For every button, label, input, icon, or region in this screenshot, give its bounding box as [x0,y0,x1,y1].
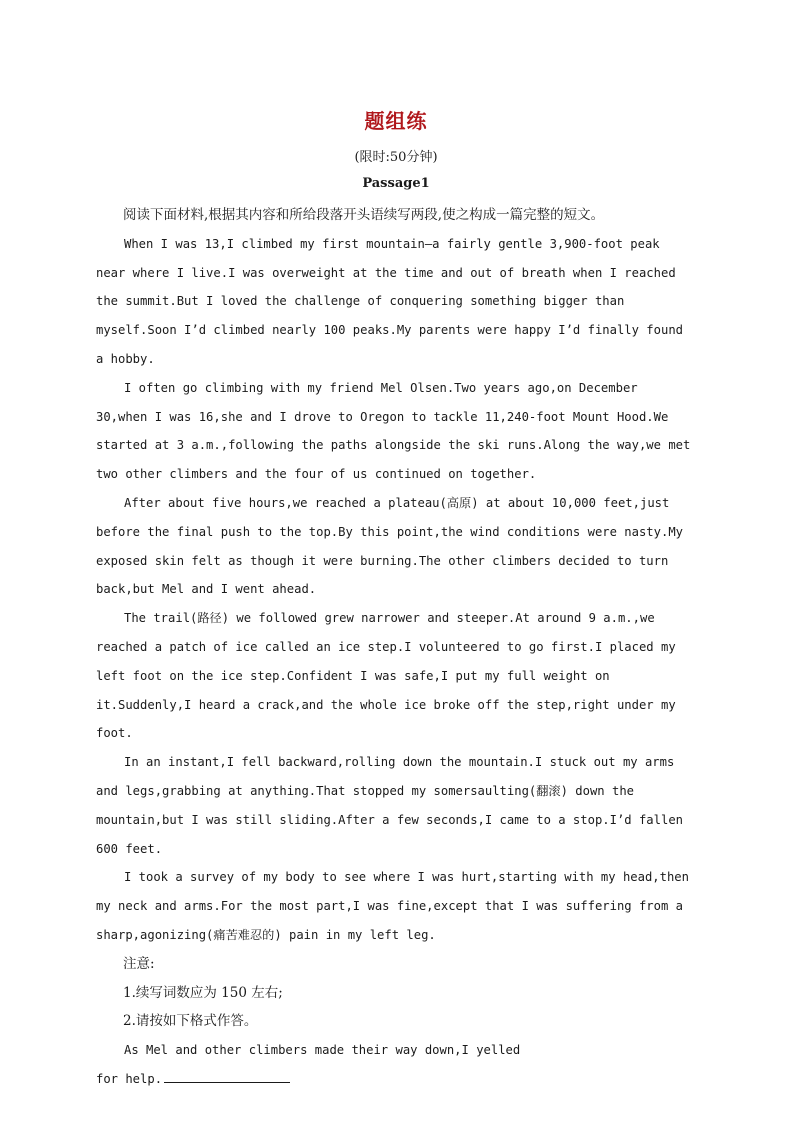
note-item-2: 2.请按如下格式作答。 [123,1013,258,1030]
passage-paragraph-3: After about five hours,we reached a plateau(高原) at about 10,000 feet,just before the final push to the top.By this point,the wind conditions were nasty.My exposed skin felt as though it were burning.The other climbers decided to turn back,but Mel and I went ahead. [96,495,683,597]
passage-paragraph-4: The trail(路径) we followed grew narrower and steeper.At around 9 a.m.,we reached a patch of ice called an ice step.I volunteered to go first.I placed my left foot on the ice step.Confident I was safe,I put my full weight on it.Suddenly,I heard a crack,and the whole ice broke off the step,right under my foot. [96,611,676,741]
passage-paragraph-6: I took a survey of my body to see where I was hurt,starting with my head,then my neck and arms.For the most part,I was fine,except that I was suffering from a sharp,agonizing(痛苦难忍的) pain in my left leg. [96,870,689,942]
document-page [96,104,696,1094]
note-item-1: 1.续写词数应为 150 左右; [123,984,283,1001]
continuation-prompt [96,1036,536,1094]
continuation-prompt-text: As Mel and other climbers made their way down,I yelled for help. [96,1043,521,1086]
time-limit: (限时:50分钟) [354,150,438,165]
passage-paragraph-2: I often go climbing with my friend Mel Olsen.Two years ago,on December 30,when I was 16,she and I drove to Oregon to tackle 11,240-foot Mount Hood.We started at 3 a.m.,following the paths alongside the ski runs.Along the way,we met two other climbers and the four of us continued on together. [96,380,691,482]
task-instructions: 阅读下面材料,根据其内容和所给段落开头语续写两段,使之构成一篇完整的短文。 [123,207,605,223]
passage-paragraph-1: When I was 13,I climbed my first mountain—a fairly gentle 3,900-foot peak near where I live.I was overweight at the time and out of breath when I reached the summit.But I loved the challenge of conquering something bigger than myself.Soon I’d climbed nearly 100 peaks.My parents were happy I’d finally found a hobby. [96,236,683,366]
passage-paragraph-5: In an instant,I fell backward,rolling down the mountain.I stuck out my arms and legs,grabbing at anything.That stopped my somersaulting(翻滚) down the mountain,but I was still sliding.After a few seconds,I came to a stop.I’d fallen 600 feet. [96,755,683,856]
answer-blank-line[interactable] [164,1068,290,1083]
notes-heading: 注意: [123,955,155,972]
page-title: 题组练 [364,109,428,133]
passage-label: Passage1 [362,176,430,191]
